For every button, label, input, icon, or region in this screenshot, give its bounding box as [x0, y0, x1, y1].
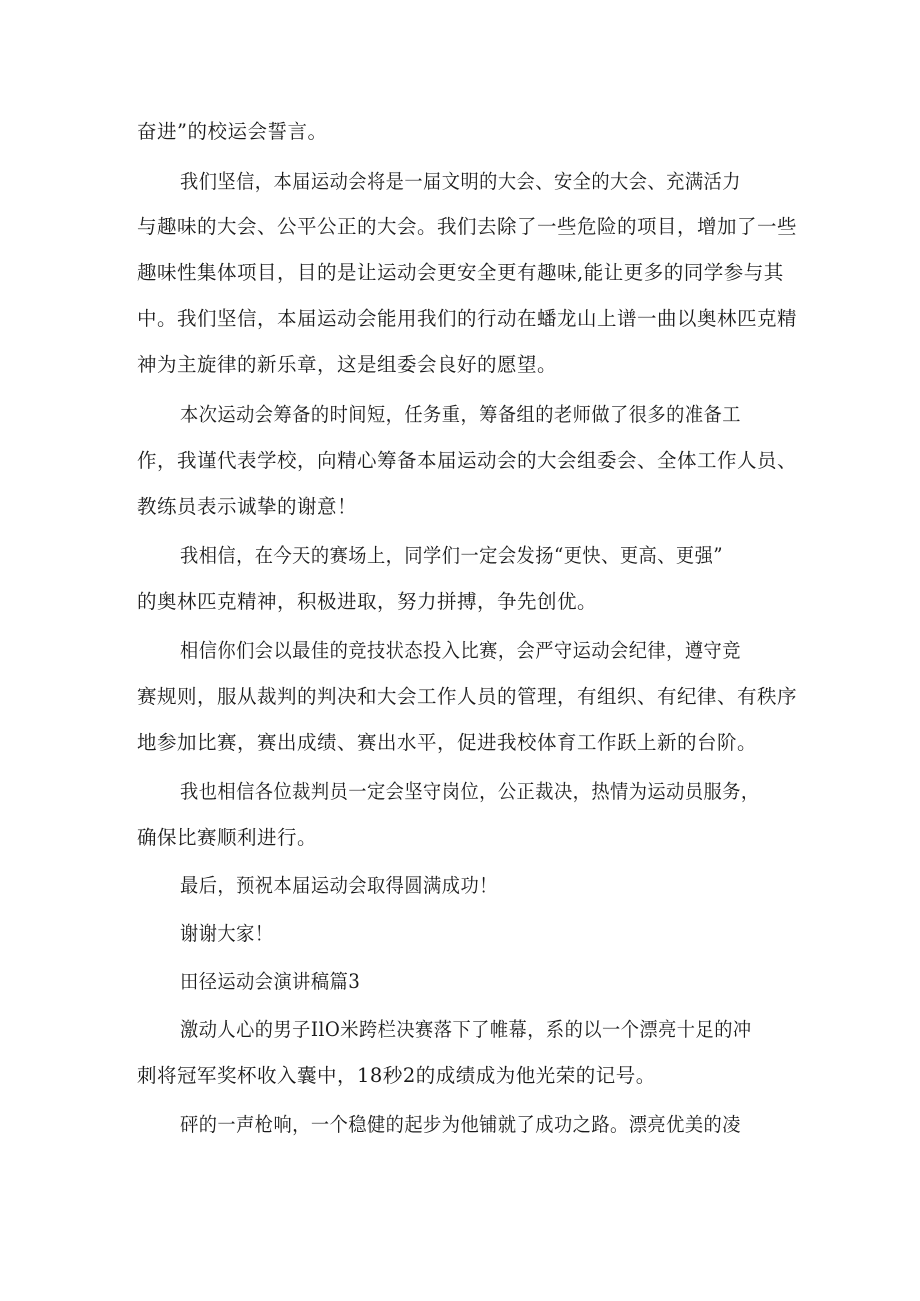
text-line: 刺将冠军奖杯收入囊中，18秒2的成绩成为他光荣的记号。	[137, 1064, 656, 1087]
text-line: 神为主旋律的新乐章，这是组委会良好的愿望。	[137, 353, 558, 376]
text-line: 与趣味的大会、公平公正的大会。我们去除了一些危险的项目，增加了一些	[137, 215, 798, 238]
text-line: 赛规则，服从裁判的判决和大会工作人员的管理，有组织、有纪律、有秩序	[137, 685, 798, 708]
paragraph-first-line: 谢谢大家！	[180, 922, 274, 945]
text-line: 中。我们坚信，本届运动会能用我们的行动在蟠龙山上谱一曲以奥林匹克精	[137, 307, 798, 330]
paragraph-first-line: 激动人心的男子IlO米跨栏决赛落下了帷幕，系的以一个漂亮十足的冲	[180, 1018, 752, 1041]
text-line: 地参加比赛，赛出成绩、赛出水平，促进我校体育工作跃上新的台阶。	[137, 731, 758, 754]
paragraph-first-line: 最后，预祝本届运动会取得圆满成功！	[180, 874, 498, 897]
paragraph-first-line: 相信你们会以最佳的竞技状态投入比赛，会严守运动会纪律，遵守竞	[180, 639, 741, 662]
text-line: 奋进”的校运会誓言。	[137, 120, 328, 143]
paragraph-first-line: 我们坚信，本届运动会将是一届文明的大会、安全的大会、充满活力	[180, 170, 741, 193]
paragraph-first-line: 本次运动会筹备的时间短，任务重，筹备组的老师做了很多的准备工	[180, 403, 741, 426]
text-line: 确保比赛顺利进行。	[137, 826, 318, 849]
text-line: 教练员表示诚挚的谢意！	[137, 495, 358, 518]
text-line: 的奥林匹克精神，积极进取，努力拼搏，争先创优。	[137, 590, 598, 613]
text-line: 作，我谨代表学校，向精心筹备本届运动会的大会组委会、全体工作人员、	[137, 449, 798, 472]
paragraph-first-line: 我也相信各位裁判员一定会坚守岗位，公正裁决，热情为运动员服务，	[180, 780, 760, 803]
section-heading: 田径运动会演讲稿篇3	[180, 970, 361, 993]
text-line: 趣味性集体项目，目的是让运动会更安全更有趣味,能让更多的同学参与其	[137, 261, 784, 284]
paragraph-first-line: 砰的一声枪响，一个稳健的起步为他铺就了成功之路。漂亮优美的凌	[180, 1113, 741, 1136]
paragraph-first-line: 我相信，在今天的赛场上，同学们一定会发扬“更快、更高、更强”	[180, 544, 724, 567]
